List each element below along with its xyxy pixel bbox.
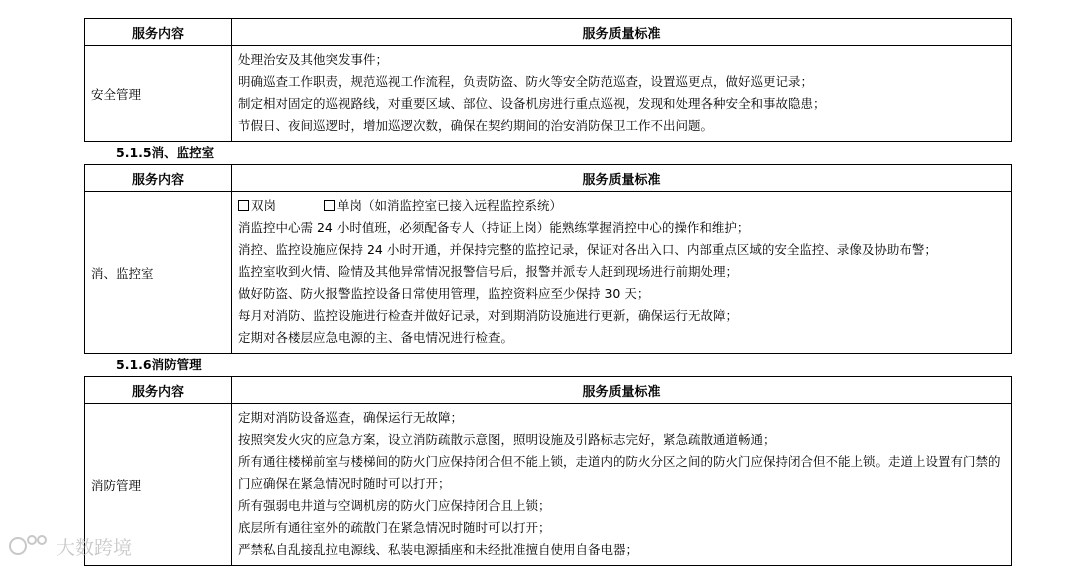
category-cell: 消防管理 [85, 404, 232, 566]
security-management-table [84, 18, 1012, 142]
fire-management-table [84, 376, 1012, 566]
standard-line: 明确巡查工作职责，规范巡视工作流程，负责防盗、防火等安全防范巡查，设置巡更点，做好巡更记录； [238, 74, 814, 89]
standard-line: 制定相对固定的巡视路线，对重要区域、部位、设备机房进行重点巡视，发现和处理各种安全和事故隐患； [238, 96, 826, 111]
standard-line: 做好防盗、防火报警监控设备日常使用管理，监控资料应至少保持 30 天； [238, 286, 650, 301]
standard-line: 消控、监控设施应保持 24 小时开通，并保持完整的监控记录，保证对各出入口、内部重点区域的安全监控、录像及协助布警； [238, 242, 937, 257]
standard-line: 处理治安及其他突发事件； [238, 52, 389, 67]
monitoring-room-table [84, 164, 1012, 354]
header-quality-standard: 服务质量标准 [232, 165, 1012, 192]
header-service-content: 服务内容 [85, 19, 232, 46]
standard-line: 底层所有通往室外的疏散门在紧急情况时随时可以打开； [238, 520, 551, 535]
standard-line: 消监控中心需 24 小时值班，必须配备专人（持证上岗）能熟练掌握消控中心的操作和维护； [238, 220, 750, 235]
standards-cell [232, 46, 1012, 142]
standard-line: 所有通往楼梯前室与楼梯间的防火门应保持闭合但不能上锁，走道内的防火分区之间的防火门应保持闭合但不能上锁。走道上设置有门禁的门应确保在紧急情况时随时可以打开； [238, 454, 1001, 491]
standard-line: 节假日、夜间巡逻时，增加巡逻次数，确保在契约期间的治安消防保卫工作不出问题。 [238, 118, 714, 133]
document-page [84, 18, 1012, 566]
watermark-text: 大数跨境 [56, 536, 133, 559]
category-cell: 消、监控室 [85, 192, 232, 354]
standard-line: 定期对各楼层应急电源的主、备电情况进行检查。 [238, 330, 514, 345]
option-label: 单岗（如消监控室已接入远程监控系统） [337, 198, 563, 213]
logo-icon [8, 532, 52, 560]
standard-line: 监控室收到火情、险情及其他异常情况报警信号后，报警并派专人赶到现场进行前期处理； [238, 264, 739, 279]
header-quality-standard: 服务质量标准 [232, 19, 1012, 46]
header-quality-standard: 服务质量标准 [232, 377, 1012, 404]
checkbox-icon [324, 200, 335, 211]
standards-cell [232, 192, 1012, 354]
standard-line: 严禁私自乱接乱拉电源线、私装电源插座和未经批准擅自使用自备电器； [238, 542, 639, 557]
option-line [238, 195, 1005, 217]
section-heading: 5.1.6消防管理 [116, 357, 202, 372]
section-heading: 5.1.5消、监控室 [116, 145, 215, 160]
standard-line: 按照突发火灾的应急方案，设立消防疏散示意图，照明设施及引路标志完好，紧急疏散通道畅通； [238, 432, 776, 447]
standard-line: 定期对消防设备巡查，确保运行无故障； [238, 410, 464, 425]
checkbox-icon [238, 200, 249, 211]
category-cell: 安全管理 [85, 46, 232, 142]
standards-cell [232, 404, 1012, 566]
standard-line: 每月对消防、监控设施进行检查并做好记录，对到期消防设施进行更新，确保运行无故障； [238, 308, 739, 323]
standard-line: 所有强弱电井道与空调机房的防火门应保持闭合且上锁； [238, 498, 551, 513]
header-service-content: 服务内容 [85, 377, 232, 404]
header-service-content: 服务内容 [85, 165, 232, 192]
watermark [8, 532, 132, 560]
option-label: 双岗 [251, 198, 277, 213]
